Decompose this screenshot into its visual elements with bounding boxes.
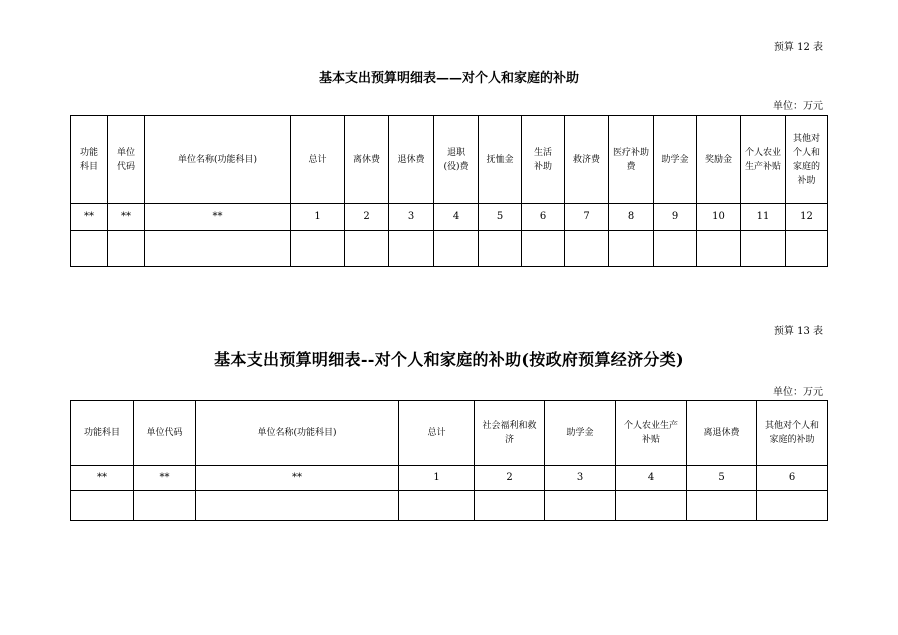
index-cell: 5 (479, 204, 522, 231)
empty-cell (654, 231, 697, 267)
table12 (70, 115, 828, 267)
header-cell: 生活补助 (522, 116, 565, 204)
table13 (70, 400, 828, 521)
empty-cell (389, 231, 434, 267)
table12-label: 预算 12 表 (773, 42, 823, 53)
empty-cell (545, 491, 616, 521)
empty-cell (134, 491, 196, 521)
header-cell: 功能科目 (71, 116, 108, 204)
empty-cell (145, 231, 291, 267)
empty-cell (616, 491, 687, 521)
header-cell: 退休费 (389, 116, 434, 204)
header-cell: 单位代码 (108, 116, 145, 204)
header-cell: 总计 (291, 116, 345, 204)
header-cell: 离退休费 (687, 401, 757, 466)
index-cell: 3 (389, 204, 434, 231)
index-cell: 6 (522, 204, 565, 231)
empty-cell (345, 231, 389, 267)
header-cell: 奖励金 (697, 116, 741, 204)
index-cell: ** (108, 204, 145, 231)
index-cell: ** (196, 466, 399, 491)
index-cell: 3 (545, 466, 616, 491)
table13-header-row (71, 401, 828, 466)
index-cell: 4 (434, 204, 479, 231)
header-cell: 社会福利和救济 (475, 401, 545, 466)
index-cell: 1 (399, 466, 475, 491)
index-cell: 12 (786, 204, 828, 231)
header-cell: 退职(役)费 (434, 116, 479, 204)
empty-cell (786, 231, 828, 267)
header-cell: 单位名称(功能科目) (196, 401, 399, 466)
header-cell: 其他对个人和家庭的补助 (786, 116, 828, 204)
index-cell: ** (71, 204, 108, 231)
table13-empty-row (71, 491, 828, 521)
empty-cell (291, 231, 345, 267)
empty-cell (609, 231, 654, 267)
empty-cell (687, 491, 757, 521)
empty-cell (71, 491, 134, 521)
index-cell: 1 (291, 204, 345, 231)
empty-cell (71, 231, 108, 267)
empty-cell (399, 491, 475, 521)
index-cell: 2 (345, 204, 389, 231)
header-cell: 个人农业生产补贴 (616, 401, 687, 466)
header-cell: 助学金 (654, 116, 697, 204)
table13-title: 基本支出预算明细表--对个人和家庭的补助(按政府预算经济分类) (214, 350, 684, 369)
header-cell: 单位代码 (134, 401, 196, 466)
table13-index-row (71, 466, 828, 491)
index-cell: ** (145, 204, 291, 231)
empty-cell (697, 231, 741, 267)
index-cell: ** (134, 466, 196, 491)
index-cell: 9 (654, 204, 697, 231)
header-cell: 个人农业生产补贴 (741, 116, 786, 204)
header-cell: 其他对个人和家庭的补助 (757, 401, 828, 466)
empty-cell (434, 231, 479, 267)
empty-cell (757, 491, 828, 521)
table13-unit: 单位：万元 (773, 387, 823, 398)
empty-cell (741, 231, 786, 267)
table13-label: 预算 13 表 (773, 326, 823, 337)
table12-index-row (71, 204, 828, 231)
header-cell: 救济费 (565, 116, 609, 204)
empty-cell (479, 231, 522, 267)
index-cell: 10 (697, 204, 741, 231)
index-cell: ** (71, 466, 134, 491)
header-cell: 总计 (399, 401, 475, 466)
header-cell: 医疗补助费 (609, 116, 654, 204)
index-cell: 2 (475, 466, 545, 491)
table12-title: 基本支出预算明细表——对个人和家庭的补助 (318, 71, 579, 86)
table12-empty-row (71, 231, 828, 267)
header-cell: 抚恤金 (479, 116, 522, 204)
header-cell: 功能科目 (71, 401, 134, 466)
header-cell: 助学金 (545, 401, 616, 466)
empty-cell (108, 231, 145, 267)
header-cell: 离休费 (345, 116, 389, 204)
index-cell: 11 (741, 204, 786, 231)
index-cell: 5 (687, 466, 757, 491)
empty-cell (565, 231, 609, 267)
table12-header-row (71, 116, 828, 204)
header-cell: 单位名称(功能科目) (145, 116, 291, 204)
empty-cell (196, 491, 399, 521)
index-cell: 6 (757, 466, 828, 491)
index-cell: 4 (616, 466, 687, 491)
index-cell: 7 (565, 204, 609, 231)
empty-cell (522, 231, 565, 267)
empty-cell (475, 491, 545, 521)
table12-unit: 单位：万元 (773, 101, 823, 112)
index-cell: 8 (609, 204, 654, 231)
